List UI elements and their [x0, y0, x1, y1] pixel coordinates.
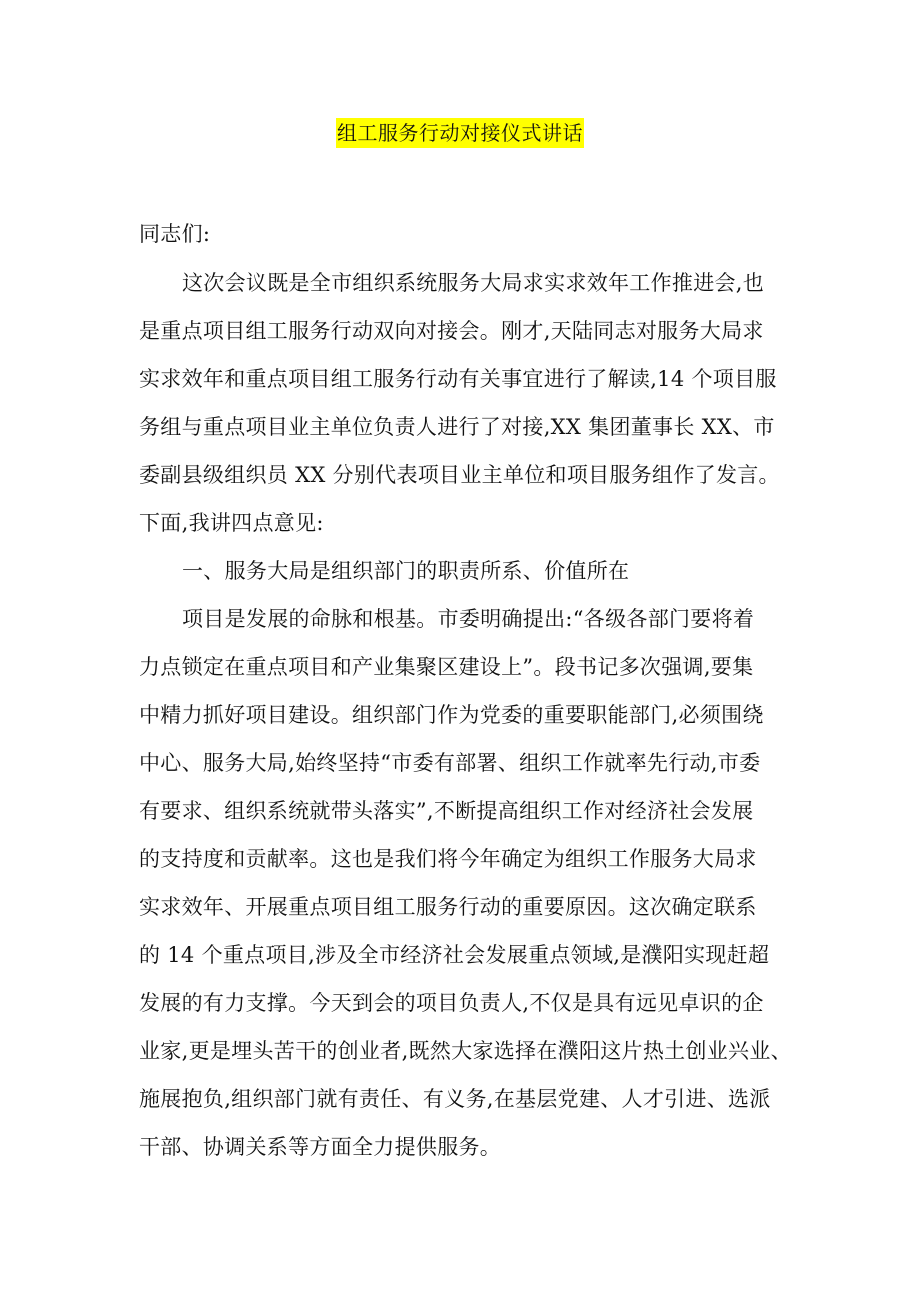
- paragraph-line: 实求效年、开展重点项目组工服务行动的重要原因。这次确定联系: [139, 895, 757, 919]
- paragraph-line: 是重点项目组工服务行动双向对接会。刚才,天陆同志对服务大局求: [139, 319, 764, 343]
- paragraph-line: 干部、协调关系等方面全力提供服务。: [139, 1135, 502, 1159]
- title-row: [0, 118, 920, 148]
- section-heading: 一、服务大局是组织部门的职责所系、价值所在: [182, 559, 630, 583]
- paragraph-line: 中精力抓好项目建设。组织部门作为党委的重要职能部门,必须围绕: [139, 703, 764, 727]
- paragraph-line: 实求效年和重点项目组工服务行动有关事宜进行了解读,14 个项目服: [139, 367, 777, 391]
- paragraph-line: 委副县级组织员 XX 分别代表项目业主单位和项目服务组作了发言。: [139, 463, 780, 487]
- paragraph-line: 下面,我讲四点意见:: [139, 511, 324, 535]
- document-title: 组工服务行动对接仪式讲话: [336, 118, 584, 148]
- paragraph-line: 项目是发展的命脉和根基。市委明确提出:“各级各部门要将着: [182, 607, 755, 631]
- paragraph-line: 业家,更是埋头苦干的创业者,既然大家选择在濮阳这片热土创业兴业、: [139, 1039, 792, 1063]
- paragraph-line: 的支持度和贡献率。这也是我们将今年确定为组织工作服务大局求: [139, 847, 757, 871]
- paragraph-line: 中心、服务大局,始终坚持“市委有部署、组织工作就率先行动,市委: [139, 751, 761, 775]
- paragraph-line: 的 14 个重点项目,涉及全市经济社会发展重点领域,是濮阳实现赶超: [139, 943, 770, 967]
- paragraph-line: 发展的有力支撑。今天到会的项目负责人,不仅是具有远见卓识的企: [139, 991, 764, 1015]
- paragraph-line: 施展抱负,组织部门就有责任、有义务,在基层党建、人才引进、选派: [139, 1087, 771, 1111]
- paragraph-line: 力点锁定在重点项目和产业集聚区建设上”。段书记多次强调,要集: [139, 655, 754, 679]
- paragraph-line: 务组与重点项目业主单位负责人进行了对接,XX 集团董事长 XX、市: [139, 415, 775, 439]
- paragraph-line: 有要求、组织系统就带头落实”,不断提高组织工作对经济社会发展: [139, 799, 754, 823]
- paragraph-line: 这次会议既是全市组织系统服务大局求实求效年工作推进会,也: [182, 271, 765, 295]
- salutation: 同志们:: [139, 222, 211, 246]
